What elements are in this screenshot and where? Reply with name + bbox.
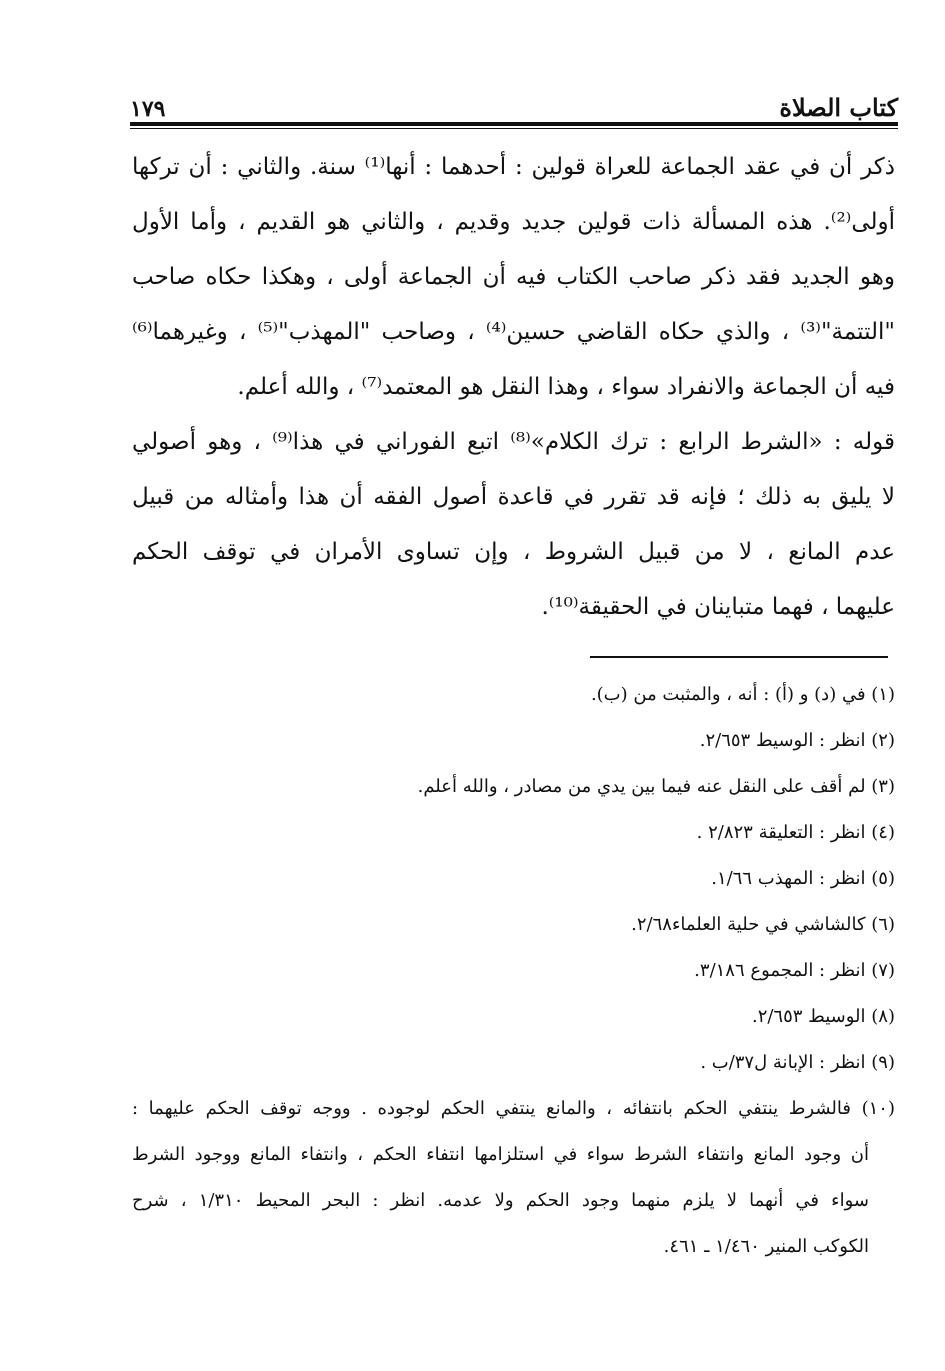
- main-text: [132, 140, 895, 635]
- running-title: كتاب الصلاة: [779, 93, 898, 122]
- paragraph-2: [132, 415, 895, 635]
- text-line: "التتمة"⁽³⁾ ، والذي حكاه القاضي حسين⁽⁴⁾ ، وصاحب "المهذب"⁽⁵⁾ ، وغيرهما⁽⁶⁾: [132, 319, 896, 345]
- footnote-2: (٢) انظر : الوسيط ٢/٦٥٣.: [699, 730, 895, 751]
- paragraph-1: [132, 140, 895, 415]
- footnote-8: (٨) الوسيط ٢/٦٥٣.: [751, 1006, 895, 1027]
- footnote-7: (٧) انظر : المجموع ٣/١٨٦.: [694, 960, 895, 981]
- footnote-line: سواء في أنهما لا يلزم منهما وجود الحكم ولا عدمه. انظر : البحر المحيط ١/٣١٠ ، شرح: [132, 1190, 869, 1211]
- footnote-6: (٦) كالشاشي في حلية العلماء٢/٦٨.: [631, 914, 895, 935]
- footnote-9: (٩) انظر : الإبانة ل٣٧/ب .: [700, 1052, 895, 1073]
- footnote-3: (٣) لم أقف على النقل عنه فيما بين يدي من مصادر ، والله أعلم.: [417, 776, 895, 797]
- footnotes: [132, 672, 895, 1270]
- footnote-line: أن وجود المانع وانتفاء الشرط سواء في استلزامها انتفاء الحكم ، وانتفاء المانع ووجود الشرط: [132, 1144, 869, 1165]
- text-line: عدم المانع ، لا من قبيل الشروط ، وإن تساوى الأمران في توقف الحكم: [132, 539, 895, 565]
- footnote-line: (١٠) فالشرط ينتفي الحكم بانتفائه ، والمانع ينتفي الحكم لوجوده . ووجه توقف الحكم عليهما :: [132, 1098, 895, 1119]
- footnote-4: (٤) انظر : التعليقة ٢/٨٢٣ .: [696, 822, 895, 843]
- footnote-5: (٥) انظر : المهذب ١/٦٦.: [711, 868, 895, 889]
- footnote-separator: [590, 656, 888, 658]
- text-line: وهو الجديد فقد ذكر صاحب الكتاب فيه أن الجماعة أولى ، وهكذا حكاه صاحب: [132, 264, 895, 290]
- text-line: أولى⁽²⁾. هذه المسألة ذات قولين جديد وقديم ، والثاني هو القديم ، وأما الأول: [132, 209, 895, 235]
- text-line: لا يليق به ذلك ؛ فإنه قد تقرر في قاعدة أصول الفقه أن هذا وأمثاله من قبيل: [132, 484, 895, 510]
- text-line: قوله : «الشرط الرابع : ترك الكلام»⁽⁸⁾ اتبع الفوراني في هذا⁽⁹⁾ ، وهو أصولي: [132, 429, 895, 455]
- footnote-10: [132, 1086, 895, 1270]
- text-line: فيه أن الجماعة والانفراد سواء ، وهذا النقل هو المعتمد⁽⁷⁾ ، والله أعلم.: [237, 374, 895, 400]
- header-rule-thin: [130, 128, 898, 129]
- footnote-1: (١) في (د) و (أ) : أنه ، والمثبت من (ب).: [590, 684, 895, 705]
- footnote-line: الكوكب المنير ١/٤٦٠ ـ ٤٦١.: [663, 1236, 869, 1257]
- text-line: ذكر أن في عقد الجماعة للعراة قولين : أحدهما : أنها⁽¹⁾ سنة. والثاني : أن تركها: [132, 154, 895, 180]
- header-rule-thick: [130, 122, 898, 126]
- page-header: [130, 88, 898, 122]
- text-line: عليهما ، فهما متباينان في الحقيقة⁽¹⁰⁾.: [541, 594, 895, 620]
- page-number: ١٧٩: [130, 96, 166, 122]
